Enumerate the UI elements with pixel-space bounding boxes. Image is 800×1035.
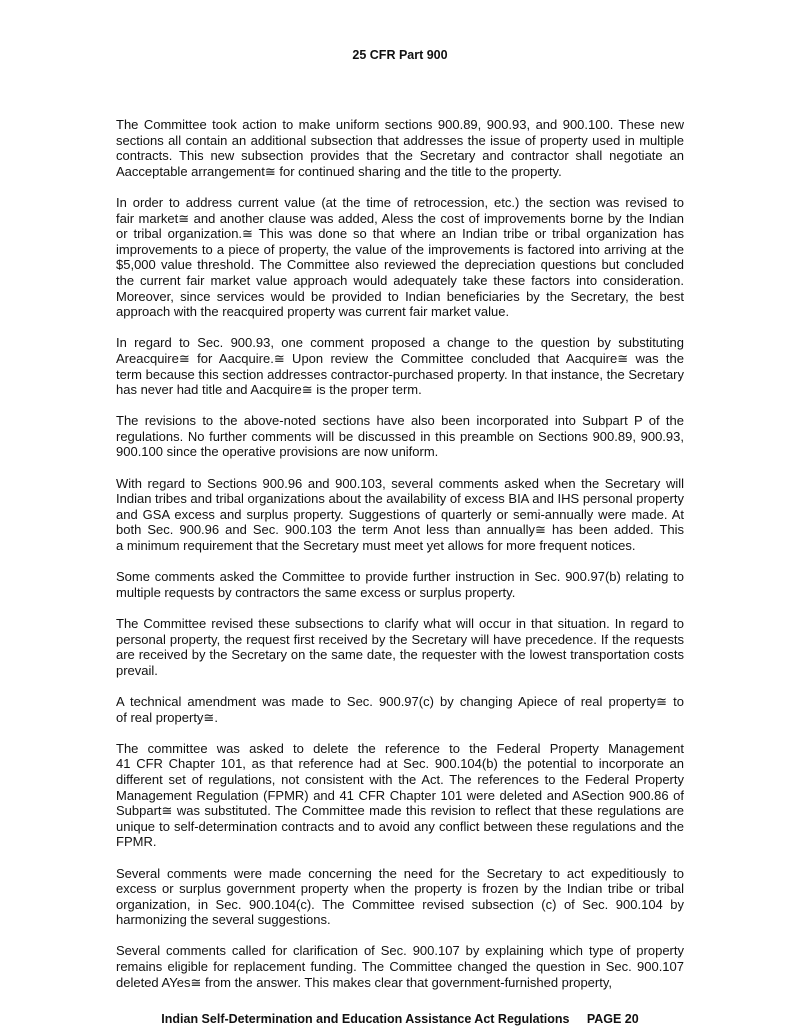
paragraph-line: both Sec. 900.96 and Sec. 900.103 the term Anot less than annually≅ has been added. This [116, 522, 684, 538]
paragraph [116, 866, 684, 928]
paragraph-line: of real property≅. [116, 709, 218, 725]
paragraph-line: remains eligible for replacement funding. The Committee changed the question in Sec. 900.107 [116, 959, 684, 975]
paragraph-line: are received by the Secretary on the same date, the requester with the lowest transportation costs [116, 647, 684, 663]
paragraph [116, 117, 684, 179]
footer-title: Indian Self-Determination and Education Assistance Act Regulations [161, 1012, 570, 1026]
paragraph-line: Areacquire≅ for Aacquire.≅ Upon review the Committee concluded that Aacquire≅ was the [116, 350, 684, 366]
paragraph-line: Several comments were made concerning the need for the Secretary to act expeditiously to [116, 865, 684, 881]
page-header: 25 CFR Part 900 [352, 48, 448, 62]
paragraph-line: or tribal organization.≅ This was done so that where an Indian tribe or tribal organization has [116, 226, 684, 242]
paragraph-line: The revisions to the above-noted sections have also been incorporated into Subpart P of the [116, 413, 684, 429]
paragraph-line: Management Regulation (FPMR) and 41 CFR Chapter 101 were deleted and ASection 900.86 of [116, 787, 684, 803]
paragraph [116, 694, 684, 725]
paragraph [116, 943, 684, 990]
paragraph-line: Some comments asked the Committee to provide further instruction in Sec. 900.97(b) relating to [116, 569, 684, 585]
paragraph [116, 335, 684, 397]
paragraph-line: harmonizing the several suggestions. [116, 912, 331, 928]
paragraph-line: sections all contain an additional subsection that addresses the issue of property used in multiple [116, 132, 684, 148]
paragraph-line: different set of regulations, not consistent with the Act. The references to the Federal Property [116, 771, 684, 787]
paragraph [116, 413, 684, 460]
paragraph-line: The Committee took action to make uniform sections 900.89, 900.93, and 900.100. These new [116, 117, 684, 132]
document-body [116, 117, 684, 990]
paragraph-line: The committee was asked to delete the reference to the Federal Property Management [116, 740, 684, 756]
paragraph-line: has never had title and Aacquire≅ is the proper term. [116, 382, 422, 398]
paragraph-line: improvements to a piece of property, the value of the improvements is factored into arriving at the [116, 241, 684, 257]
paragraph-line: The Committee revised these subsections to clarify what will occur in that situation. In regard to [116, 616, 684, 631]
paragraph-line: personal property, the request first received by the Secretary will have precedence. If the requests [116, 631, 684, 647]
paragraph-line: Aacceptable arrangement≅ for continued sharing and the title to the property. [116, 163, 562, 179]
page-number: PAGE 20 [586, 1012, 639, 1026]
paragraph-line: In regard to Sec. 900.93, one comment proposed a change to the question by substituting [116, 335, 684, 351]
paragraph [116, 195, 684, 320]
paragraph-line: unique to self-determination contracts and to avoid any conflict between these regulations and the [116, 818, 684, 834]
paragraph-line: organization, in Sec. 900.104(c). The Committee revised subsection (c) of Sec. 900.104 by [116, 896, 684, 912]
paragraph-line: In order to address current value (at the time of retrocession, etc.) the section was revised to [116, 194, 684, 210]
paragraph-line: A technical amendment was made to Sec. 900.97(c) by changing Apiece of real property≅ to [116, 693, 684, 709]
paragraph-line: term because this section addresses contractor-purchased property. In that instance, the Secretary [116, 366, 684, 382]
paragraph-line: the current fair market value approach would adequately take these factors into consideration. [116, 272, 684, 288]
paragraph-line: Moreover, since services would be provided to Indian beneficiaries by the Secretary, the best [116, 288, 684, 304]
paragraph-line: prevail. [116, 662, 158, 678]
paragraph-line: a minimum requirement that the Secretary must meet yet allows for more frequent notices. [116, 538, 636, 554]
paragraph-line: fair market≅ and another clause was added, Aless the cost of improvements borne by the Indian [116, 210, 684, 226]
paragraph-line: approach with the reacquired property was current fair market value. [116, 304, 510, 320]
paragraph [116, 569, 684, 600]
paragraph-line: contracts. This new subsection provides that the Secretary and contractor shall negotiate an [116, 148, 684, 164]
paragraph [116, 616, 684, 678]
paragraph-line: excess or surplus government property when the property is frozen by the Indian tribe or tribal [116, 881, 684, 897]
paragraph-line: multiple requests by contractors the same excess or surplus property. [116, 584, 516, 600]
page-footer [0, 1012, 800, 1026]
paragraph [116, 476, 684, 554]
paragraph-line: 900.100 since the operative provisions are now uniform. [116, 444, 439, 460]
paragraph-line: With regard to Sections 900.96 and 900.103, several comments asked when the Secretary will [116, 475, 684, 491]
paragraph-line: deleted AYes≅ from the answer. This makes clear that government-furnished property, [116, 974, 612, 990]
paragraph-line: Several comments called for clarification of Sec. 900.107 by explaining which type of property [116, 943, 684, 959]
paragraph-line: regulations. No further comments will be discussed in this preamble on Sections 900.89, 900.93, [116, 428, 684, 444]
paragraph [116, 741, 684, 850]
paragraph-line: 41 CFR Chapter 101, as that reference had at Sec. 900.104(b) the potential to incorporate an [116, 756, 684, 772]
paragraph-line: $5,000 value threshold. The Committee also reviewed the depreciation questions but concluded [116, 257, 684, 273]
paragraph-line: FPMR. [116, 834, 157, 850]
paragraph-line: and GSA excess and surplus property. Suggestions of quarterly or semi-annually were made. At [116, 506, 684, 522]
paragraph-line: Subpart≅ was substituted. The Committee made this revision to reflect that these regulations are [116, 803, 684, 819]
paragraph-line: Indian tribes and tribal organizations about the availability of excess BIA and IHS personal property [116, 491, 684, 507]
